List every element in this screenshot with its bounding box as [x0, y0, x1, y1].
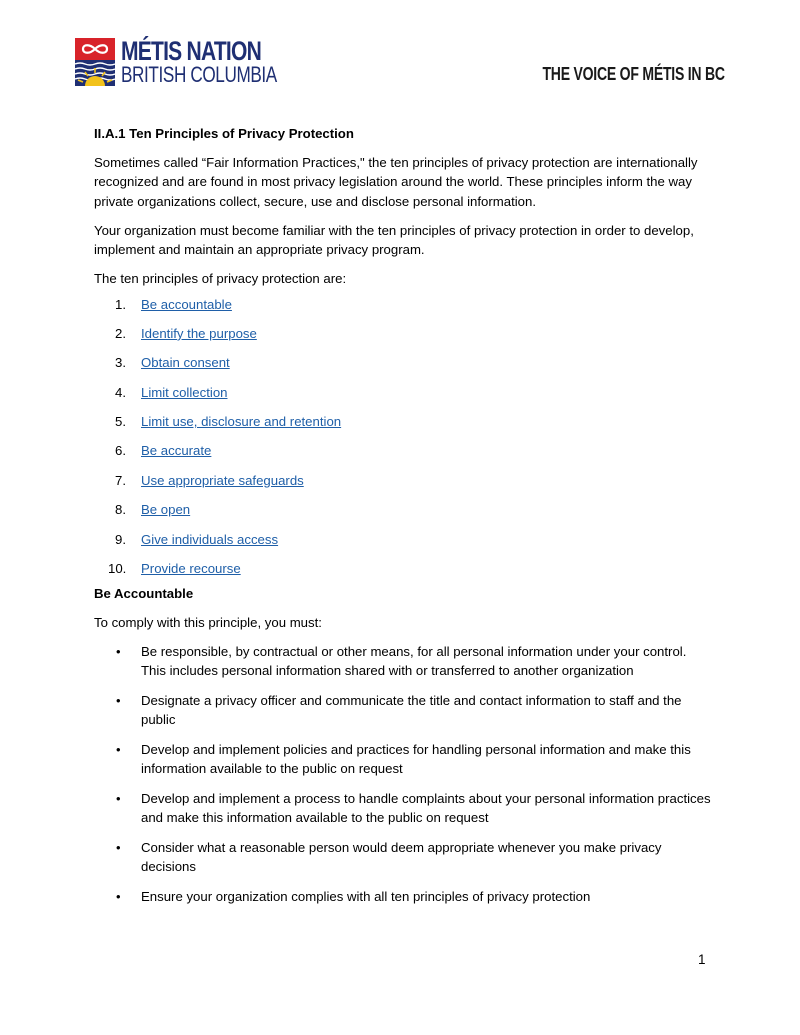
document-body	[94, 124, 714, 916]
list-item	[94, 530, 714, 559]
section-title: II.A.1 Ten Principles of Privacy Protection	[94, 126, 354, 141]
list-intro: The ten principles of privacy protection are:	[94, 271, 347, 286]
page-number: 1	[698, 952, 706, 967]
bullet-icon: •	[116, 643, 121, 659]
bullet-text: Ensure your organization complies with all ten principles of privacy protection	[141, 888, 591, 904]
bullet-text: Consider what a reasonable person would deem appropriate whenever you make privacy decisions	[141, 839, 662, 875]
list-item	[94, 642, 714, 681]
bullet-icon: •	[116, 839, 121, 855]
list-item	[94, 353, 714, 382]
principle-link-limit-use[interactable]: Limit use, disclosure and retention	[141, 414, 342, 430]
logo-line1: MÉTIS NATION	[121, 36, 262, 66]
list-number: 10.	[108, 561, 127, 577]
list-item	[94, 412, 714, 441]
list-item	[94, 838, 714, 877]
bullet-icon: •	[116, 741, 121, 757]
bullet-text: Be responsible, by contractual or other means, for all personal information under your control. This includes personal information shared with or transferred to another organization	[141, 643, 687, 679]
bullet-text: Develop and implement a process to handle complaints about your personal information practices and make this information available to the public on request	[141, 790, 711, 826]
list-item	[94, 471, 714, 500]
bullet-icon: •	[116, 790, 121, 806]
bullet-text: Designate a privacy officer and communicate the title and contact information to staff and the public	[141, 692, 682, 728]
list-number: 6.	[115, 443, 126, 459]
list-item	[94, 691, 714, 730]
list-number: 1.	[115, 296, 126, 312]
list-item	[94, 324, 714, 353]
bullet-text: Develop and implement policies and practices for handling personal information and make this information available to the public on request	[141, 741, 691, 777]
principle-link-be-accurate[interactable]: Be accurate	[141, 443, 212, 459]
principles-list	[94, 295, 714, 589]
list-number: 3.	[115, 355, 126, 371]
logo-emblem-icon	[75, 38, 115, 86]
subsection-title: Be Accountable	[94, 586, 194, 602]
list-number: 5.	[115, 414, 126, 430]
list-number: 2.	[115, 325, 126, 341]
page-header	[75, 38, 725, 88]
list-item	[94, 383, 714, 412]
bullets-intro: To comply with this principle, you must:	[94, 614, 322, 630]
list-item	[94, 789, 714, 828]
intro-paragraph: Sometimes called “Fair Information Practices," the ten principles of privacy protection are internationally recognized and are found in most privacy legislation around the world. These principles inform the way private organizations collect, secure, use and disclose personal information.	[94, 154, 698, 209]
list-number: 4.	[115, 384, 126, 400]
header-tagline: THE VOICE OF MÉTIS IN BC	[542, 64, 725, 84]
list-number: 8.	[115, 502, 126, 518]
list-item	[94, 740, 714, 779]
principle-link-be-accountable[interactable]: Be accountable	[141, 296, 232, 312]
metis-nation-logo	[75, 38, 321, 88]
list-item	[94, 887, 714, 907]
list-item	[94, 441, 714, 470]
principle-link-be-open[interactable]: Be open	[141, 502, 191, 518]
logo-wordmark	[121, 38, 321, 86]
principle-link-limit-collection[interactable]: Limit collection	[141, 384, 228, 400]
logo-line2: BRITISH COLUMBIA	[121, 62, 277, 87]
principle-link-safeguards[interactable]: Use appropriate safeguards	[141, 472, 304, 488]
requirements-list	[94, 642, 714, 907]
list-item	[94, 500, 714, 529]
principle-link-identify-purpose[interactable]: Identify the purpose	[141, 325, 257, 341]
bullet-icon: •	[116, 692, 121, 708]
principle-link-provide-recourse[interactable]: Provide recourse	[141, 561, 241, 577]
program-paragraph: Your organization must become familiar with the ten principles of privacy protection in order to develop, implement and maintain an appropriate privacy program.	[94, 222, 694, 257]
principle-link-give-access[interactable]: Give individuals access	[141, 531, 279, 547]
bullet-icon: •	[116, 888, 121, 904]
principle-link-obtain-consent[interactable]: Obtain consent	[141, 355, 230, 371]
list-item	[94, 295, 714, 324]
list-number: 7.	[115, 472, 126, 488]
list-number: 9.	[115, 531, 126, 547]
